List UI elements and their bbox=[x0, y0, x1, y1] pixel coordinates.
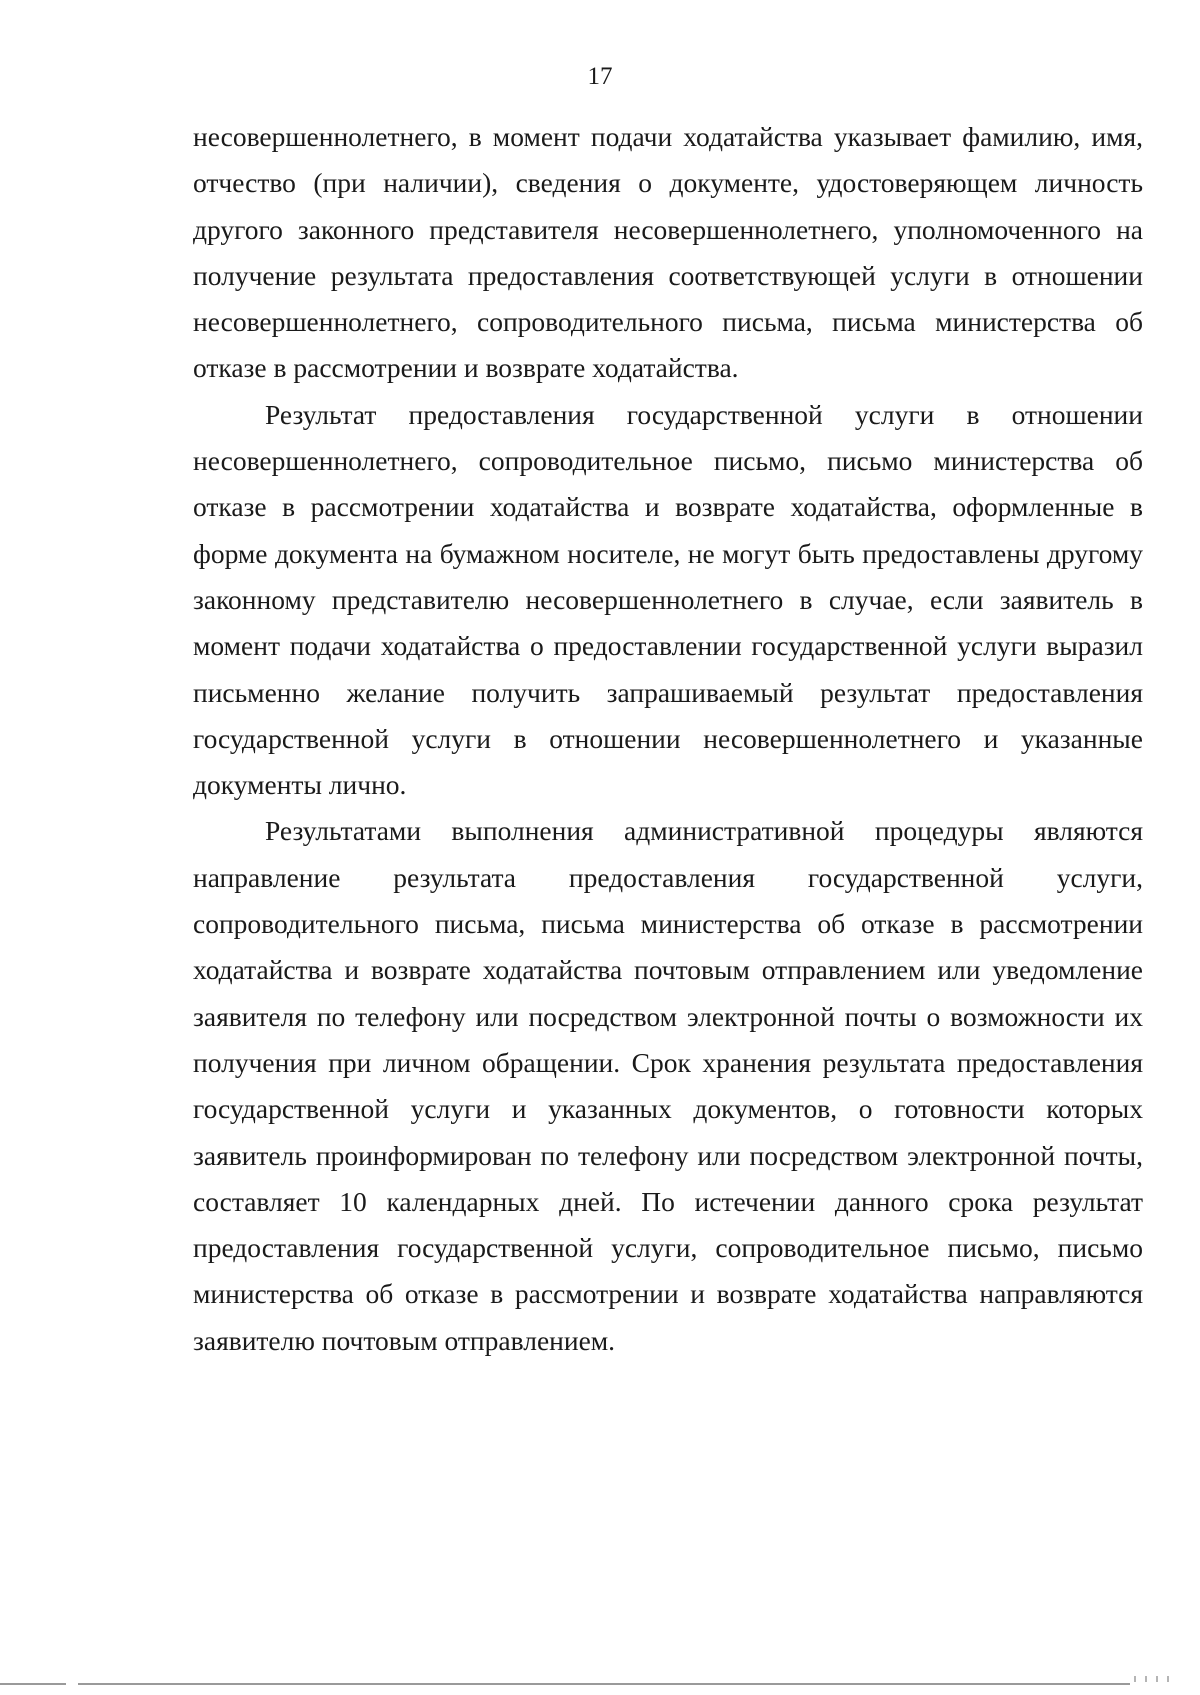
document-body bbox=[193, 114, 1143, 1364]
paragraph-continuation: несовершеннолетнего, в момент подачи ходатайства указывает фамилию, имя, отчество (при наличии), сведения о документе, удостоверяющем личность другого законного представителя несовершеннолетнего, уполномоченного на получение результата предоставления соответствующей услуги в отношении несовершеннолетнего, сопроводительного письма, письма министерства об отказе в рассмотрении и возврате ходатайства. bbox=[193, 121, 1143, 384]
page-number: 17 bbox=[587, 63, 613, 90]
bottom-scan-edge-line bbox=[0, 1683, 1200, 1685]
paragraph-procedure-results: Результатами выполнения административной процедуры являются направление результата предоставления государственной услуги, сопроводительного письма, письма министерства об отказе в рассмотрении ходатайства и возврате ходатайства почтовым отправлением или уведомление заявителя по телефону или посредством электронной почты о возможности их получения при личном обращении. Срок хранения результата предоставления государственной услуги и указанных документов, о готовности которых заявитель проинформирован по телефону или посредством электронной почты, составляет 10 календарных дней. По истечении данного срока результат предоставления государственной услуги, сопроводительное письмо, письмо министерства об отказе в рассмотрении и возврате ходатайства направляются заявителю почтовым отправлением. bbox=[193, 815, 1143, 1356]
paragraph-result-delivery-restriction: Результат предоставления государственной услуги в отношении несовершеннолетнего, сопроводительное письмо, письмо министерства об отказе в рассмотрении ходатайства и возврате ходатайства, оформленные в форме документа на бумажном носителе, не могут быть предоставлены другому законному представителю несовершеннолетнего в случае, если заявитель в момент подачи ходатайства о предоставлении государственной услуги выразил письменно желание получить запрашиваемый результат предоставления государственной услуги в отношении несовершеннолетнего и указанные документы лично. bbox=[193, 398, 1143, 801]
scan-corner-marks bbox=[1134, 1676, 1180, 1684]
